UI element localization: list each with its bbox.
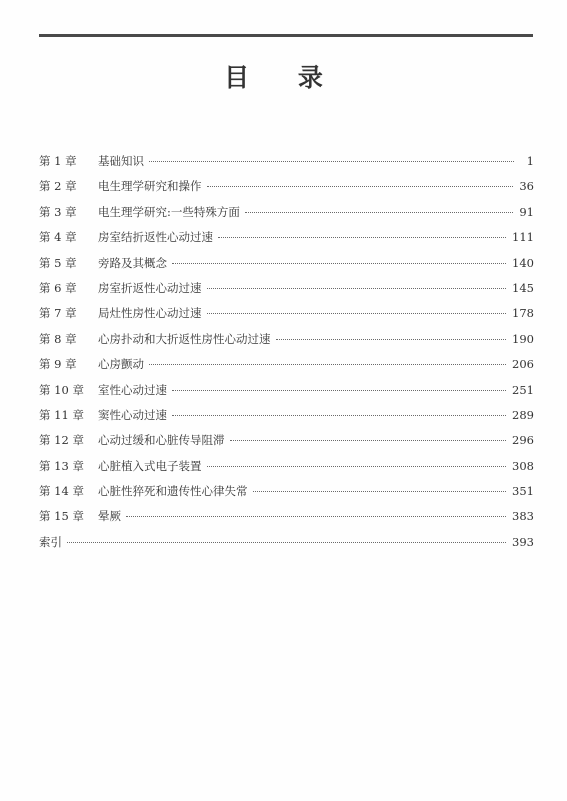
toc-entry-chapter-6[interactable] bbox=[39, 280, 534, 305]
page-number: 206 bbox=[512, 357, 534, 372]
chapter-title: 心动过缓和心脏传导阻滞 bbox=[98, 433, 225, 448]
page-number: 36 bbox=[519, 179, 534, 194]
chapter-title: 窦性心动过速 bbox=[98, 407, 167, 422]
dot-leader bbox=[218, 237, 506, 238]
dot-leader bbox=[230, 440, 507, 441]
toc-entry-chapter-13[interactable] bbox=[39, 458, 534, 483]
page-number: 351 bbox=[512, 484, 534, 499]
page-number: 251 bbox=[512, 382, 534, 397]
chapter-number: 第 1 章 bbox=[39, 154, 77, 168]
chapter-title: 电生理学研究和操作 bbox=[98, 179, 202, 194]
chapter-title: 心房扑动和大折返性房性心动过速 bbox=[98, 331, 271, 346]
dot-leader bbox=[126, 516, 506, 517]
page-number: 190 bbox=[512, 331, 534, 346]
dot-leader bbox=[67, 542, 506, 543]
toc-entry-index[interactable] bbox=[39, 534, 534, 559]
toc-entry-chapter-5[interactable] bbox=[39, 255, 534, 280]
chapter-number: 第 2 章 bbox=[39, 179, 77, 194]
dot-leader bbox=[172, 390, 506, 391]
chapter-number: 第 10 章 bbox=[39, 382, 84, 397]
toc-entry-chapter-8[interactable] bbox=[39, 331, 534, 356]
page-number: 296 bbox=[512, 433, 534, 448]
chapter-number: 第 9 章 bbox=[39, 357, 77, 372]
chapter-title: 心房颤动 bbox=[98, 357, 144, 372]
chapter-number: 第 12 章 bbox=[39, 433, 84, 448]
chapter-number: 第 3 章 bbox=[39, 204, 77, 219]
chapter-title: 房室折返性心动过速 bbox=[98, 280, 202, 295]
page-number: 393 bbox=[512, 534, 534, 549]
dot-leader bbox=[172, 263, 506, 264]
dot-leader bbox=[245, 212, 513, 213]
toc-entry-chapter-9[interactable] bbox=[39, 356, 534, 381]
page-number: 289 bbox=[512, 407, 534, 422]
toc-entry-chapter-2[interactable] bbox=[39, 178, 534, 203]
dot-leader bbox=[276, 339, 507, 340]
page-number: 111 bbox=[512, 230, 534, 245]
chapter-number: 第 14 章 bbox=[39, 484, 84, 499]
toc-entry-chapter-7[interactable] bbox=[39, 305, 534, 330]
page-number: 140 bbox=[512, 255, 534, 270]
chapter-number: 第 5 章 bbox=[39, 255, 77, 270]
dot-leader bbox=[207, 466, 507, 467]
toc-entry-chapter-3[interactable] bbox=[39, 204, 534, 229]
toc-entry-chapter-12[interactable] bbox=[39, 432, 534, 457]
chapter-title: 心脏性猝死和遗传性心律失常 bbox=[98, 484, 248, 499]
toc-entry-chapter-15[interactable] bbox=[39, 508, 534, 533]
dot-leader bbox=[149, 161, 514, 162]
toc-entry-chapter-1[interactable] bbox=[39, 153, 534, 178]
chapter-number: 第 13 章 bbox=[39, 458, 84, 473]
page-number: 145 bbox=[512, 280, 534, 295]
dot-leader bbox=[149, 364, 506, 365]
chapter-title: 电生理学研究:一些特殊方面 bbox=[98, 204, 240, 219]
chapter-number: 第 6 章 bbox=[39, 280, 77, 295]
chapter-title: 旁路及其概念 bbox=[98, 255, 167, 270]
dot-leader bbox=[172, 415, 506, 416]
chapter-number: 第 7 章 bbox=[39, 306, 77, 321]
chapter-number: 第 4 章 bbox=[39, 230, 77, 245]
chapter-number: 第 15 章 bbox=[39, 509, 84, 524]
chapter-number: 第 11 章 bbox=[39, 407, 84, 422]
dot-leader bbox=[207, 313, 507, 314]
page-number: 308 bbox=[512, 458, 534, 473]
page-title: 目 录 bbox=[224, 63, 343, 92]
page-number: 91 bbox=[519, 204, 534, 219]
chapter-title: 室性心动过速 bbox=[98, 382, 167, 397]
chapter-number: 第 8 章 bbox=[39, 331, 77, 346]
toc-entry-chapter-10[interactable] bbox=[39, 382, 534, 407]
toc-entry-chapter-11[interactable] bbox=[39, 407, 534, 432]
dot-leader bbox=[207, 288, 507, 289]
chapter-title: 基础知识 bbox=[98, 154, 144, 168]
chapter-title: 房室结折返性心动过速 bbox=[98, 230, 213, 245]
index-title: 索引 bbox=[39, 534, 62, 549]
toc-entry-chapter-4[interactable] bbox=[39, 229, 534, 254]
page-number: 1 bbox=[526, 154, 534, 168]
dot-leader bbox=[253, 491, 507, 492]
chapter-title: 局灶性房性心动过速 bbox=[98, 306, 202, 321]
toc-entry-chapter-14[interactable] bbox=[39, 483, 534, 508]
table-of-contents bbox=[39, 153, 534, 559]
page-number: 383 bbox=[512, 509, 534, 524]
top-rule bbox=[39, 34, 533, 37]
dot-leader bbox=[207, 186, 514, 187]
chapter-title: 晕厥 bbox=[98, 509, 121, 524]
chapter-title: 心脏植入式电子装置 bbox=[98, 458, 202, 473]
page-number: 178 bbox=[512, 306, 534, 321]
